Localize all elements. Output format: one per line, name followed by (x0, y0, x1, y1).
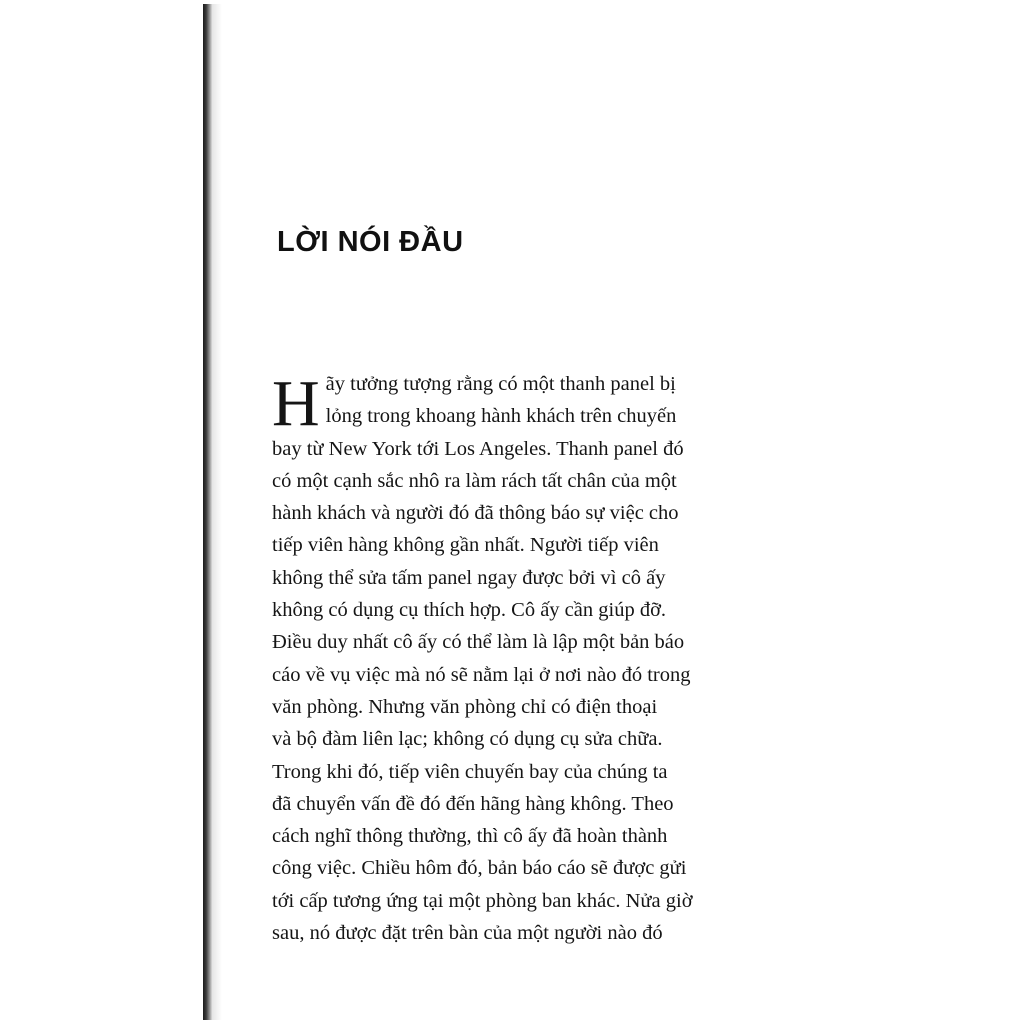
drop-cap: H (272, 367, 320, 440)
text-line: Trong khi đó, tiếp viên chuyến bay của chúng ta (272, 760, 668, 783)
page-binding-shadow (212, 4, 222, 1020)
text-line: sau, nó được đặt trên bàn của một người nào đó (272, 922, 663, 945)
text-line: không có dụng cụ thích hợp. Cô ấy cần giúp đỡ. (272, 599, 667, 622)
text-line: tới cấp tương ứng tại một phòng ban khác. Nửa giờ (272, 889, 693, 912)
text-line: đã chuyển vấn đề đó đến hãng hàng không. Theo (272, 792, 674, 815)
text-line: có một cạnh sắc nhô ra làm rách tất chân của một (272, 469, 677, 492)
body-text (272, 368, 772, 949)
text-line: tiếp viên hàng không gần nhất. Người tiếp viên (272, 534, 659, 557)
text-line: bay từ New York tới Los Angeles. Thanh panel đó (272, 437, 684, 460)
text-line: công việc. Chiều hôm đó, bản báo cáo sẽ được gửi (272, 857, 687, 880)
text-line: cáo về vụ việc mà nó sẽ nằm lại ở nơi nào đó trong (272, 663, 691, 686)
chapter-title: LỜI NÓI ĐẦU (277, 226, 464, 258)
text-line: Điều duy nhất cô ấy có thể làm là lập một bản báo (272, 631, 685, 654)
text-line: cách nghĩ thông thường, thì cô ấy đã hoàn thành (272, 825, 668, 848)
text-line: không thể sửa tấm panel ngay được bởi vì cô ấy (272, 566, 666, 589)
text-line: lỏng trong khoang hành khách trên chuyến (325, 405, 677, 428)
text-line: và bộ đàm liên lạc; không có dụng cụ sửa chữa. (272, 728, 663, 751)
text-line: văn phòng. Nhưng văn phòng chỉ có điện thoại (272, 695, 658, 718)
text-line: ãy tưởng tượng rằng có một thanh panel bị (325, 373, 676, 395)
text-line: hành khách và người đó đã thông báo sự việc cho (272, 502, 679, 525)
page-binding-edge (203, 4, 212, 1020)
